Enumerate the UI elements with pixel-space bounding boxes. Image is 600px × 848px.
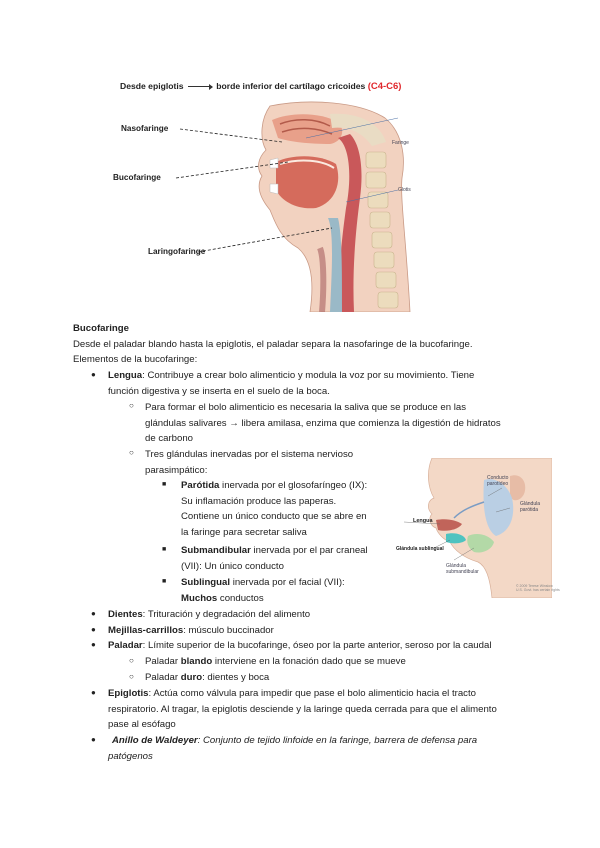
submandibular-text-b: (VII): Un único conducto bbox=[181, 560, 284, 572]
submandibular-text-a: inervada por el par craneal bbox=[250, 545, 368, 556]
sublingual-text-b: conductos bbox=[217, 592, 264, 604]
glotis-label: Glotis bbox=[398, 187, 411, 193]
waldeyer-item bbox=[108, 733, 528, 764]
parotida-item bbox=[181, 478, 386, 540]
caption-start: Desde epiglotis bbox=[120, 81, 184, 91]
lengua-term: Lengua bbox=[108, 370, 143, 381]
waldeyer-text-a: : Conjunto de tejido linfoide en la faringe, barrera de defensa para bbox=[197, 735, 478, 746]
conducto-parotideo-label bbox=[487, 475, 508, 487]
sub1-line-c: de carbono bbox=[145, 433, 194, 445]
credit-line-b: U.S. Govt. has certain rights bbox=[516, 588, 560, 592]
sub1-line-a: Para formar el bolo alimenticio es necesaria la saliva que se produce en las bbox=[145, 402, 467, 413]
saliva-subitem bbox=[145, 400, 528, 447]
caption-range: (C4-C6) bbox=[367, 81, 402, 92]
glandula-parotida-label bbox=[520, 501, 540, 513]
waldeyer-text-b: patógenos bbox=[108, 750, 153, 762]
lengua-text-a: : Contribuye a crear bolo alimenticio y modula la voz por su movimiento. Tiene bbox=[142, 370, 475, 381]
parotida-text-a: inervada por el glosofaríngeo (IX): bbox=[219, 480, 368, 491]
sublingual-text-a: inervada por el facial (VII): bbox=[230, 577, 345, 588]
circle-bullet-icon: ○ bbox=[129, 448, 134, 457]
bucofaringe-label: Bucofaringe bbox=[113, 173, 161, 182]
submandibular-fig-label-a: Glándula bbox=[446, 563, 467, 569]
conducto-label-a: Conducto bbox=[487, 475, 509, 481]
sub2-line-a: Tres glándulas inervadas por el sistema nervioso bbox=[145, 449, 354, 460]
bullet-dot-icon: ● bbox=[91, 609, 96, 618]
epiglotis-item bbox=[108, 686, 528, 733]
section-title: Bucofaringe bbox=[73, 323, 129, 334]
paladar-term: Paladar bbox=[108, 640, 143, 651]
paladar-duro-item bbox=[145, 670, 528, 686]
mejillas-term: Mejillas-carrillos bbox=[108, 625, 184, 636]
bullet-dot-icon: ● bbox=[91, 370, 96, 379]
square-bullet-icon: ■ bbox=[162, 546, 167, 553]
duro-term: duro bbox=[180, 672, 203, 683]
circle-bullet-icon: ○ bbox=[129, 656, 134, 665]
waldeyer-term: Anillo de Waldeyer bbox=[112, 735, 198, 746]
dientes-item bbox=[108, 607, 528, 623]
salivary-glands-illustration bbox=[392, 458, 552, 598]
figure-caption bbox=[120, 81, 401, 92]
mejillas-text: : músculo buccinador bbox=[183, 625, 274, 636]
section-intro: Desde el paladar blando hasta la epiglotis, el paladar separa la nasofaringe de la bucofaringe. bbox=[73, 339, 473, 350]
circle-bullet-icon: ○ bbox=[129, 401, 134, 410]
submandibular-term: Submandibular bbox=[181, 545, 251, 556]
sub2-line-b: parasimpático: bbox=[145, 464, 208, 476]
parotida-text-d: la faringe para secretar saliva bbox=[181, 526, 307, 538]
parotida-text-c: Contiene un único conducto que se abre en bbox=[181, 511, 367, 523]
sub1-line-b: glándulas salivares → libera amilasa, enzima que comienza la digestión de hidratos bbox=[145, 417, 501, 429]
bullet-dot-icon: ● bbox=[91, 640, 96, 649]
elements-title: Elementos de la bucofaringe: bbox=[73, 354, 198, 365]
epiglotis-text-c: pase al esófago bbox=[108, 719, 176, 731]
blando-text-a: Paladar bbox=[145, 656, 181, 667]
parotida-term: Parótida bbox=[181, 480, 220, 491]
square-bullet-icon: ■ bbox=[162, 578, 167, 585]
dientes-term: Dientes bbox=[108, 609, 143, 620]
bullet-dot-icon: ● bbox=[91, 735, 96, 744]
glands-subitem bbox=[145, 447, 385, 478]
duro-text-a: Paladar bbox=[145, 672, 181, 683]
bullet-dot-icon: ● bbox=[91, 625, 96, 634]
epiglotis-text-b: respiratorio. Al tragar, la epiglotis desciende y la laringe queda cerrada para que el alimento bbox=[108, 703, 497, 715]
lengua-fig-label: Lengua bbox=[413, 518, 433, 524]
parotida-label-b: parótida bbox=[520, 507, 539, 513]
sublingual-term: Sublingual bbox=[181, 577, 231, 588]
laringofaringe-label: Laringofaringe bbox=[148, 247, 206, 256]
dientes-text: : Trituración y degradación del alimento bbox=[142, 609, 311, 620]
submandibular-fig-label-b: submandibular bbox=[446, 569, 479, 575]
mejillas-item bbox=[108, 623, 528, 639]
parotida-label-a: Glándula bbox=[520, 501, 541, 507]
lengua-item bbox=[108, 368, 528, 399]
bullet-dot-icon: ● bbox=[91, 688, 96, 697]
blando-text-b: interviene en la fonación dado que se mueve bbox=[212, 656, 406, 667]
submandibular-item bbox=[181, 543, 386, 574]
epiglotis-term: Epiglotis bbox=[108, 688, 149, 699]
blando-term: blando bbox=[180, 656, 213, 667]
duro-text-b: : dientes y boca bbox=[202, 672, 270, 683]
paladar-blando-item bbox=[145, 654, 528, 670]
faringe-label: Faringe bbox=[392, 140, 409, 146]
conducto-label-b: parotídeo bbox=[487, 481, 509, 487]
square-bullet-icon: ■ bbox=[162, 481, 167, 488]
nasofaringe-label: Nasofaringe bbox=[121, 124, 169, 133]
submandibular-fig-label bbox=[446, 563, 479, 575]
sublingual-item bbox=[181, 575, 386, 606]
paladar-text: : Límite superior de la bucofaringe, óseo por la parte anterior, seroso por la caudal bbox=[142, 640, 492, 651]
circle-bullet-icon: ○ bbox=[129, 672, 134, 681]
lengua-text-b: función digestiva y se inserta en el suelo de la boca. bbox=[108, 385, 330, 397]
parotida-text-b: Su inflamación produce las paperas. bbox=[181, 495, 337, 507]
paladar-item bbox=[108, 638, 548, 654]
epiglotis-text-a: : Actúa como válvula para impedir que pase el bolo alimenticio hacia el tracto bbox=[148, 688, 476, 699]
credit-line-a: © 2009 Terese Winslow bbox=[516, 584, 553, 588]
sublingual-b-term: Muchos bbox=[181, 592, 218, 604]
arrow-right-icon bbox=[188, 86, 212, 87]
caption-end: borde inferior del cartílago cricoides bbox=[216, 81, 366, 91]
figure-credit bbox=[516, 584, 560, 592]
sublingual-fig-label: Glándula sublingual bbox=[396, 546, 444, 552]
